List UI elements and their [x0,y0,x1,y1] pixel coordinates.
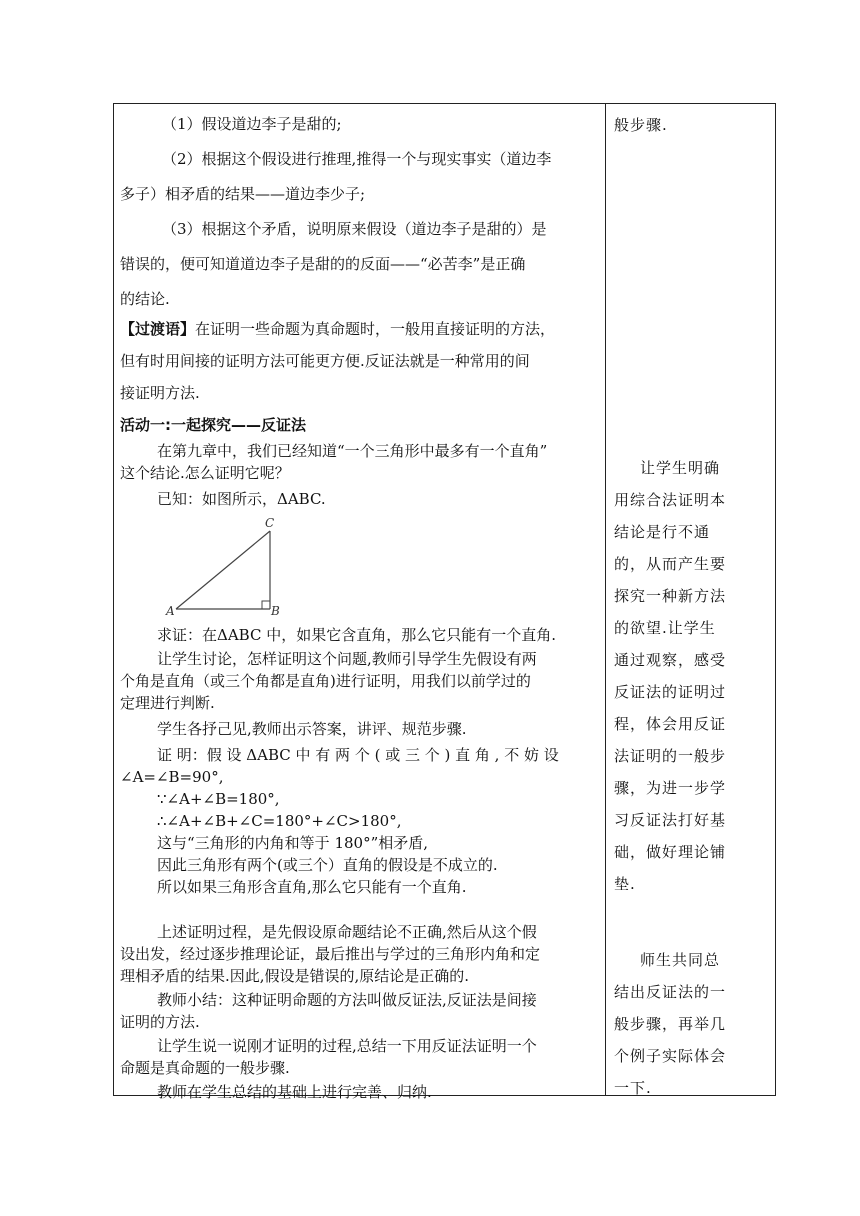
text-line: ∵∠A+∠B=180°, [157,790,280,808]
text-line: 错误的，便可知道道边李子是甜的的反面——“必苦李”是正确 [120,255,526,273]
side-note-line: 探究一种新方法 [614,587,727,605]
text-line: 求证：在ΔABC 中，如果它含直角，那么它只能有一个直角. [157,626,556,644]
side-note-line: 反证法的证明过 [614,683,727,701]
side-note-line: 骤，为进一步学 [614,779,727,797]
text-line: 的结论. [120,290,170,308]
side-notes-column [606,104,776,1095]
side-note-line: 一下. [614,1079,652,1097]
text-line: 这与“三角形的内角和等于 180°”相矛盾, [157,834,429,852]
vertex-label-b: B [271,604,280,616]
text-line: 已知：如图所示，ΔABC. [157,490,326,508]
vertex-label-c: C [265,516,275,530]
text-line: 个角是直角（或三个角都是直角)进行证明，用我们以前学过的 [120,672,531,690]
side-note-line: 般步骤，再举几 [614,1015,727,1033]
side-note-line: 程，体会用反证 [614,715,727,733]
text-line: 理相矛盾的结果.因此,假设是错误的,原结论是正确的. [120,967,470,985]
activity-title: 活动一:一起探究——反证法 [120,416,306,434]
side-note-line: 用综合法证明本 [614,491,727,509]
text-line: 这个结论.怎么证明它呢？ [120,464,290,482]
text-line: 接证明方法. [120,384,200,402]
text-line: ∴∠A+∠B+∠C=180°+∠C>180°, [157,812,402,830]
text-line: （1）假设道边李子是甜的; [162,115,342,133]
transition-paragraph [120,318,599,340]
vertex-label-a: A [166,604,175,616]
side-note-line: 的欲望.让学生 [614,619,716,637]
text-line: 教师小结：这种证明命题的方法叫做反证法,反证法是间接 [157,991,537,1009]
text-line: 在第九章中，我们已经知道“一个三角形中最多有一个直角” [157,442,548,460]
text-line: 因此三角形有两个(或三个）直角的假设是不成立的. [157,856,498,874]
text-line: 证 明：假 设 ΔABC 中 有 两 个 ( 或 三 个 ) 直 角 , 不 妨 设 [157,746,559,764]
side-note-line: 般步骤. [614,116,668,134]
side-note-line: 垫. [614,875,636,893]
text-line: 在证明一些命题为真命题时，一般用直接证明的方法， [195,320,556,338]
side-note-line: 通过观察，感受 [614,651,727,669]
text-line: 上述证明过程，是先假设原命题结论不正确,然后从这个假 [157,923,537,941]
side-note-line: 结论是行不通 [614,523,711,541]
text-line: ∠A=∠B=90°, [120,768,224,786]
text-line: 证明的方法. [120,1013,200,1031]
side-note-line: 师生共同总 [640,951,721,969]
text-line: 设出发，经过逐步推理论证，最后推出与学过的三角形内角和定 [120,945,541,963]
side-note-line: 的，从而产生要 [614,555,727,573]
text-line: 让学生说一说刚才证明的过程,总结一下用反证法证明一个 [157,1037,537,1055]
right-triangle-diagram [162,516,282,616]
side-note-line: 础，做好理论铺 [614,843,727,861]
text-line: 多子）相矛盾的结果——道边李少子; [120,185,366,203]
main-column [114,104,605,1101]
side-note-line: 结出反证法的一 [614,983,727,1001]
text-line: 教师在学生总结的基础上进行完善、归纳. [157,1083,432,1101]
triangle-side-ac [176,531,270,609]
text-line: 学生各抒己见,教师出示答案，讲评、规范步骤. [157,720,467,738]
text-line: 让学生讨论，怎样证明这个问题,教师引导学生先假设有两 [157,650,537,668]
side-note-line: 让学生明确 [640,459,721,477]
text-line: 但有时用间接的证明方法可能更方便.反证法就是一种常用的间 [120,352,530,370]
text-line: （3）根据这个矛盾，说明原来假设（道边李子是甜的）是 [162,220,547,238]
text-line: 命题是真命题的一般步骤. [120,1059,290,1077]
transition-label: 【过渡语】 [120,320,196,338]
text-line: （2）根据这个假设进行推理,推得一个与现实事实（道边李 [162,150,552,168]
side-note-line: 习反证法打好基 [614,811,727,829]
right-angle-mark [262,601,270,609]
text-line: 定理进行判断. [120,694,215,712]
side-note-line: 个例子实际体会 [614,1047,727,1065]
text-line: 所以如果三角形含直角,那么它只能有一个直角. [157,878,467,896]
lesson-table [113,103,776,1101]
side-note-line: 法证明的一般步 [614,747,727,765]
